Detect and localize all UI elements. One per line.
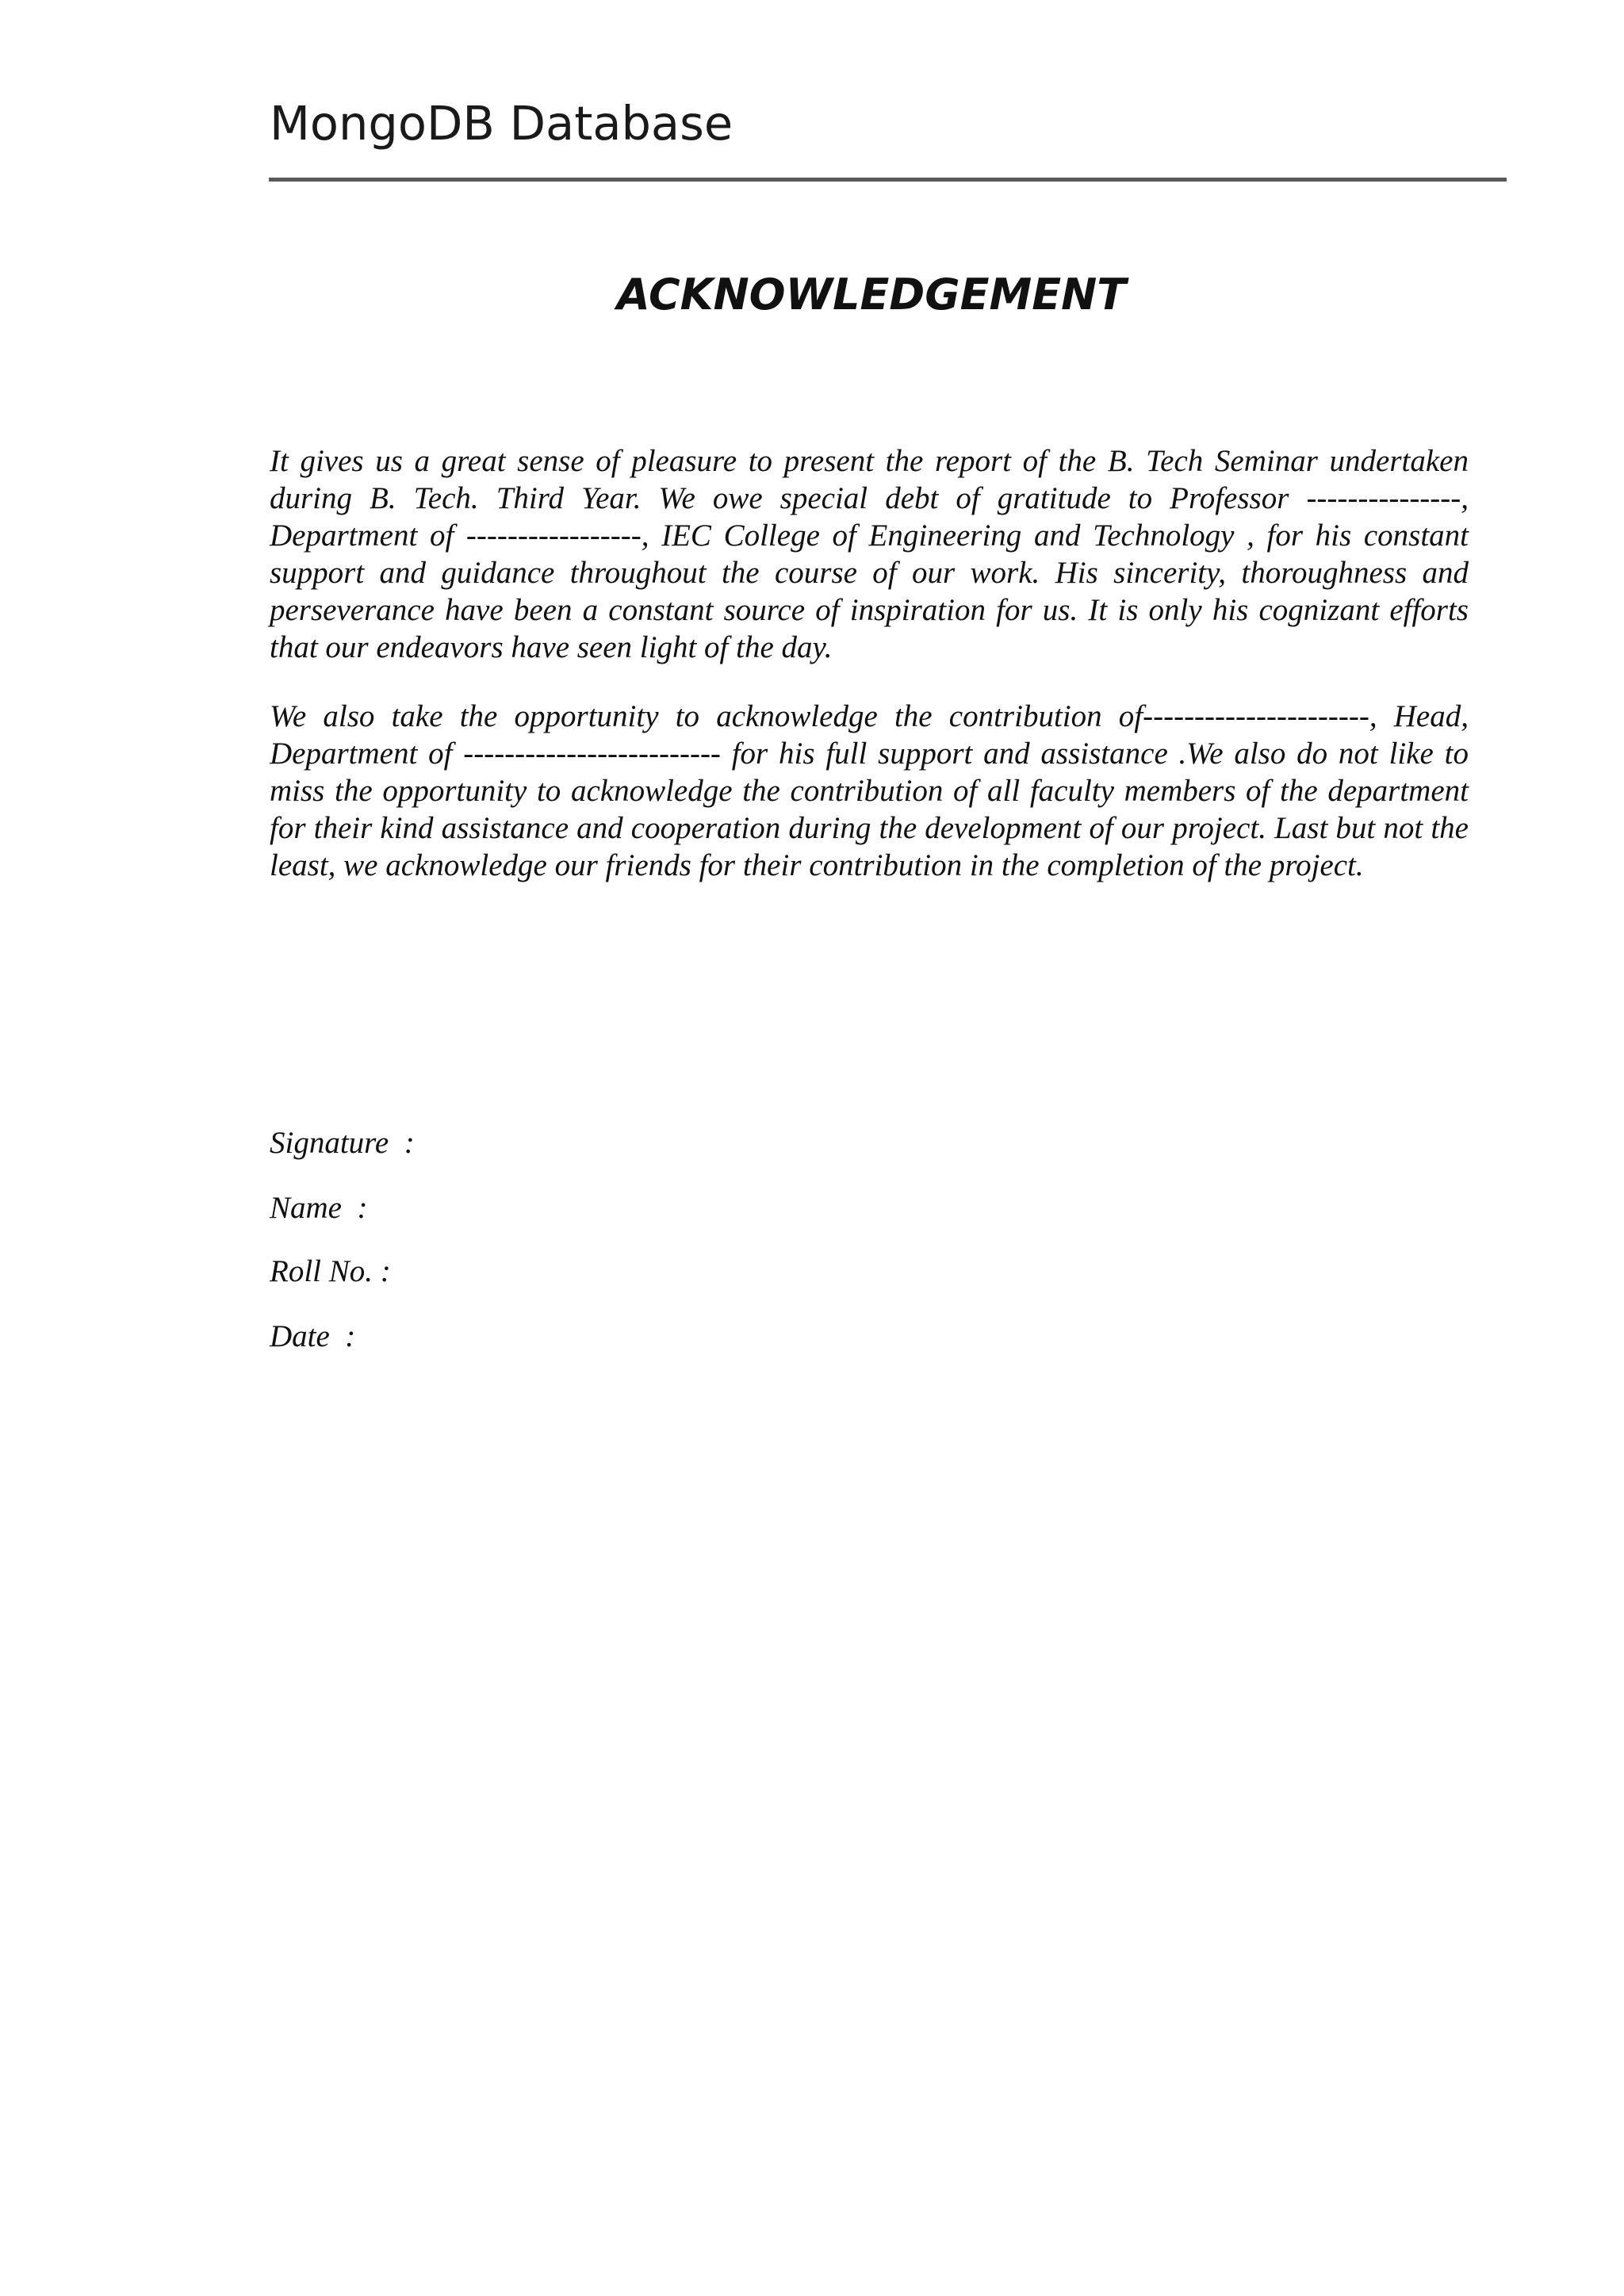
- header-divider: [269, 178, 1507, 182]
- roll-number-field-label: Roll No. :: [270, 1254, 391, 1288]
- paragraph-gratitude: It gives us a great sense of pleasure to present the report of the B. Tech Seminar undertaken during B. Tech. Third Year. We owe special debt of gratitude to Professor ---------------, Department of -----------------, IEC College of Engineering and Technology , for his constant support and guidance throughout the course of our work. His sincerity, thoroughness and perseverance have been a constant source of inspiration for us. It is only his cognizant efforts that our endeavors have seen light of the day.: [270, 444, 1469, 664]
- page-heading-text: ACKNOWLEDGEMENT: [616, 270, 1127, 320]
- page-header-title: MongoDB Database: [270, 96, 733, 151]
- name-field-label: Name :: [270, 1191, 368, 1225]
- signature-field-label: Signature :: [270, 1126, 415, 1160]
- paragraph-contributions: We also take the opportunity to acknowledge the contribution of----------------------, Head, Department of ------------------------- for his full support and assistance .We also do not like to miss the opportunity to acknowledge the contribution of all faculty members of the department for their kind assistance and cooperation during the development of our project. Last but not the least, we acknowledge our friends for their contribution in the completion of the project.: [270, 699, 1469, 882]
- date-field-label: Date :: [270, 1319, 356, 1353]
- page-heading: [0, 270, 1624, 320]
